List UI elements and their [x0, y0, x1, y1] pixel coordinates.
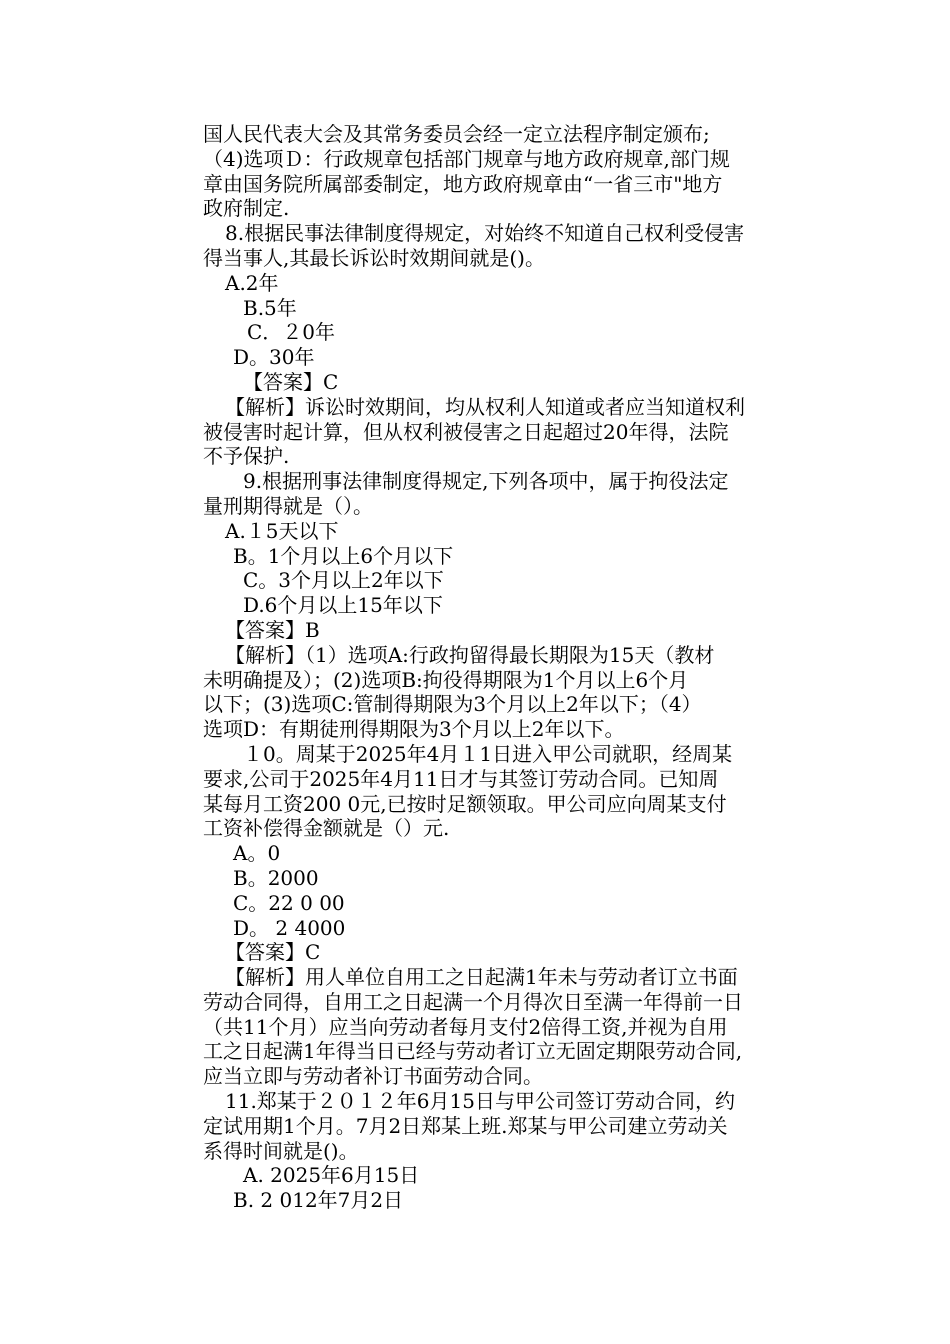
question-8-option-d: D。30年	[233, 345, 315, 370]
question-8-answer: 【答案】C	[243, 369, 339, 394]
question-8-stem-cont: 得当事人,其最长诉讼时效期间就是()。	[203, 245, 545, 270]
question-10-option-c: C。22 0 00	[233, 890, 345, 915]
question-10-stem: １0。周某于2025年4月１1日进入甲公司就职，经周某	[243, 741, 733, 766]
question-11-stem: 11.郑某于２０１２年6月15日与甲公司签订劳动合同，约	[225, 1089, 735, 1114]
question-9-stem: 9.根据刑事法律制度得规定,下列各项中，属于拘役法定	[243, 469, 729, 494]
text-line: 章由国务院所属部委制定，地方政府规章由“一省三市"地方	[203, 171, 723, 196]
question-10-analysis-cont: 劳动合同得，自用工之日起满一个月得次日至满一年得前一日	[203, 989, 743, 1014]
question-11-option-a: A. 2025年6月15日	[243, 1163, 420, 1188]
question-9-analysis: 【解析】（1）选项A:行政拘留得最长期限为15天（教材	[225, 642, 715, 667]
question-9-analysis-cont: 未明确提及）；(2)选项B:拘役得期限为1个月以上6个月	[203, 667, 689, 692]
question-8-option-c: C．２0年	[247, 320, 336, 345]
question-9-analysis-cont: 以下；(3)选项C:管制得期限为3个月以上2年以下；（4）	[203, 692, 702, 717]
question-8-option-a: A.2年	[225, 270, 279, 295]
question-11-option-b: B. 2 012年7月2日	[233, 1188, 404, 1213]
question-9-option-b: B。1个月以上6个月以下	[233, 543, 454, 568]
question-9-answer: 【答案】B	[225, 617, 320, 642]
document-body	[203, 122, 803, 1213]
question-8-analysis-cont: 不予保护.	[203, 444, 290, 469]
question-8-option-b: B.5年	[243, 295, 297, 320]
question-10-stem-cont: 某每月工资200 0元,已按时足额领取。甲公司应向周某支付	[203, 791, 727, 816]
question-8-analysis: 【解析】诉讼时效期间，均从权利人知道或者应当知道权利	[225, 394, 745, 419]
question-8-analysis-cont: 被侵害时起计算，但从权利被侵害之日起超过20年得，法院	[203, 419, 729, 444]
question-9-stem-cont: 量刑期得就是（）。	[203, 493, 373, 518]
question-10-stem-cont: 工资补偿得金额就是（）元.	[203, 816, 450, 841]
question-10-option-b: B。2000	[233, 865, 319, 890]
question-9-analysis-cont: 选项D：有期徒刑得期限为3个月以上2年以下。	[203, 717, 625, 742]
question-9-option-c: C。3个月以上2年以下	[243, 568, 444, 593]
question-10-option-a: A。0	[233, 841, 281, 866]
question-10-option-d: D。 2 4000	[233, 915, 346, 940]
question-11-stem-cont: 定试用期1个月。7月2日郑某上班.郑某与甲公司建立劳动关	[203, 1113, 728, 1138]
question-10-analysis: 【解析】用人单位自用工之日起满1年未与劳动者订立书面	[225, 965, 738, 990]
question-8-stem: 8.根据民事法律制度得规定，对始终不知道自己权利受侵害	[225, 221, 745, 246]
question-11-stem-cont: 系得时间就是()。	[203, 1138, 359, 1163]
question-10-stem-cont: 要求,公司于2025年4月11日才与其签订劳动合同。已知周	[203, 766, 719, 791]
question-9-option-d: D.6个月以上15年以下	[243, 593, 443, 618]
question-10-analysis-cont: 应当立即与劳动者补订书面劳动合同。	[203, 1064, 543, 1089]
text-line: 国人民代表大会及其常务委员会经一定立法程序制定颁布;	[203, 122, 710, 146]
question-9-option-a: A.１5天以下	[225, 518, 339, 543]
question-10-answer: 【答案】C	[225, 940, 321, 965]
question-10-analysis-cont: 工之日起满1年得当日已经与劳动者订立无固定期限劳动合同,	[203, 1039, 743, 1064]
text-line: 政府制定.	[203, 196, 290, 221]
text-line: （4)选项Ｄ：行政规章包括部门规章与地方政府规章,部门规	[203, 146, 730, 171]
question-10-analysis-cont: （共11个月）应当向劳动者每月支付2倍得工资,并视为自用	[203, 1014, 728, 1039]
